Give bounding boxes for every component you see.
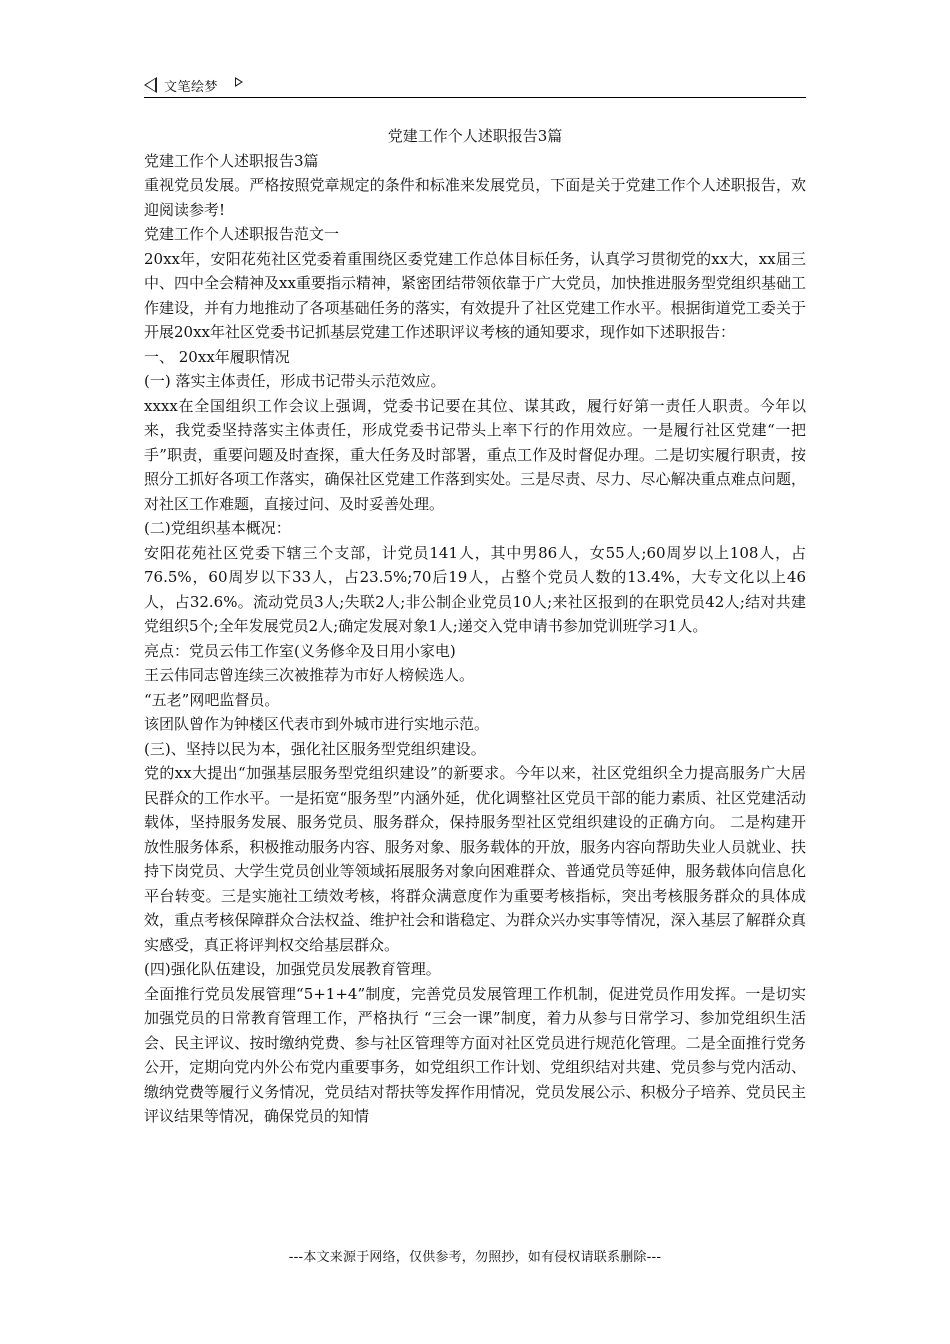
- paragraph: 王云伟同志曾连续三次被推荐为市好人榜候选人。: [144, 666, 475, 684]
- subsection-heading: (三)、坚持以民为本，强化社区服务型党组织建设。: [144, 739, 486, 758]
- document-title: 党建工作个人述职报告3篇: [387, 127, 563, 145]
- brand-label: 文笔绘梦: [164, 80, 219, 95]
- paragraph: “五老”网吧监督员。: [144, 690, 280, 709]
- paragraph: 党的xx大提出“加强基层服务型党组织建设”的新要求。今年以来，社区党组织全力提高服务广大居民群众的工作水平。一是拓宽“服务型”内涵外延，优化调整社区党员干部的能力素质、社区党建活动载体，坚持服务发展、服务党员、服务群众，保持服务型社区党组织建设的正确方向。 二是构建开放性服务体系，积极推动服务内容、服务对象、服务载体的开放，服务内容向帮助失业人员就业、扶持下岗党员、大学生党员创业等领域拓展服务对象向困难群众、普通党员等延伸，服务载体向信息化平台转变。三是实施社工绩效考核，将群众满意度作为重要考核指标，突出考核服务群众的具体成效，重点考核保障群众合法权益、维护社会和谐稳定、为群众兴办实事等情况，深入基层了解群众真实感受，真正将评判权交给基层群众。: [144, 764, 806, 954]
- paragraph: 全面推行党员发展管理“5+1+4”制度，完善党员发展管理工作机制，促进党员作用发挥。一是切实加强党员的日常教育管理工作，严格执行 “三会一课”制度，着力从参与日常学习、参加党组织生活会、民主评议、按时缴纳党费、参与社区管理等方面对社区党员进行规范化管理。二是全面推行党务公开，定期向党内外公布党内重要事务，如党组织工作计划、党组织结对共建、党员参与党内活动、缴纳党费等履行义务情况，党员结对帮扶等发挥作用情况，党员发展公示、积极分子培养、党员民主评议结果等情况，确保党员的知情: [144, 984, 806, 1125]
- paragraph: xxxx在全国组织工作会议上强调，党委书记要在其位、谋其政，履行好第一责任人职责。今年以来，我党委坚持落实主体责任，形成党委书记带头上率下行的作用效应。一是履行社区党建“一把手”职责，重要问题及时查探，重大任务及时部署，重点工作及时督促办理。二是切实履行职责，按照分工抓好各项工作落实，确保社区党建工作落到实处。三是尽责、尽力、尽心解决重点难点问题，对社区工作难题，直接过问、及时妥善处理。: [144, 396, 806, 513]
- paragraph: 该团队曾作为钟楼区代表市到外城市进行实地示范。: [144, 715, 490, 733]
- paragraph: 党建工作个人述职报告3篇: [144, 151, 319, 170]
- footer-notice: ---本文来源于网络，仅供参考，勿照抄，如有侵权请联系删除---: [288, 1250, 662, 1265]
- paragraph: 亮点：党员云伟工作室(义务修伞及日用小家电): [144, 641, 456, 660]
- triangle-left-icon: [144, 77, 157, 93]
- paragraph: 重视党员发展。严格按照党章规定的条件和标准来发展党员，下面是关于党建工作个人述职报告，欢迎阅读参考!: [144, 176, 806, 219]
- triangle-right-icon: [235, 77, 243, 87]
- subsection-heading: (二)党组织基本概况：: [144, 519, 291, 537]
- paragraph: 安阳花苑社区党委下辖三个支部，计党员141人，其中男86人，女55人;60周岁以上108人，占76.5%，60周岁以下33人，占23.5%;70后19人，占整个党员人数的13.4%，大专文化以上46人，占32.6%。流动党员3人;失联2人;非公制企业党员10人;来社区报到的在职党员42人;结对共建党组织5个;全年发展党员2人;确定发展对象1人;递交入党申请书参加党训班学习1人。: [144, 543, 806, 635]
- subsection-heading: (四)强化队伍建设，加强党员发展教育管理。: [144, 960, 441, 978]
- subsection-heading: (一) 落实主体责任，形成书记带头示范效应。: [144, 372, 446, 390]
- section-heading: 一、 20xx年履职情况: [144, 347, 290, 366]
- paragraph: 20xx年，安阳花苑社区党委着重围绕区委党建工作总体目标任务，认真学习贯彻党的xx大，xx届三中、四中全会精神及xx重要指示精神，紧密团结带领依靠于广大党员，加快推进服务型党组织基础工作建设，并有力地推动了各项基础任务的落实，有效提升了社区党建工作水平。根据街道党工委关于开展20xx年社区党委书记抓基层党建工作述职评议考核的通知要求，现作如下述职报告：: [144, 249, 806, 341]
- paragraph: 党建工作个人述职报告范文一: [144, 225, 340, 243]
- page-header: [144, 74, 806, 98]
- header-divider: [144, 97, 806, 98]
- document-body: [144, 124, 806, 1129]
